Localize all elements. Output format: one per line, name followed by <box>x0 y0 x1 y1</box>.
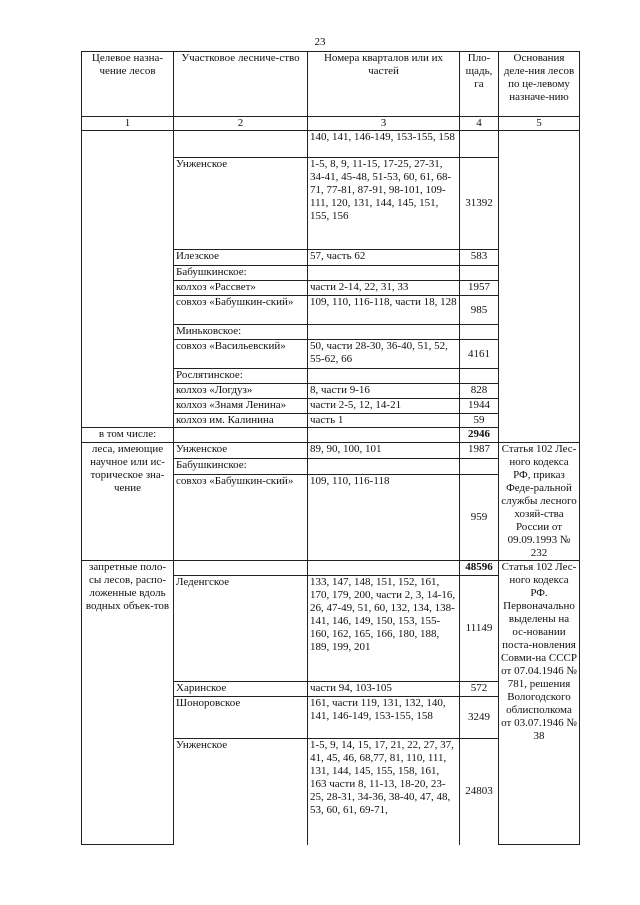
area-cell: 3249 <box>460 697 499 739</box>
quarters-cell <box>308 561 460 576</box>
quarters-cell: 89, 90, 100, 101 <box>308 443 460 459</box>
area-cell: 959 <box>460 475 499 561</box>
column-number: 4 <box>460 117 499 131</box>
table-row <box>82 443 580 459</box>
forestry-cell: колхоз им. Калинина <box>174 414 308 428</box>
area-cell <box>460 325 499 340</box>
quarters-cell <box>308 369 460 384</box>
area-cell: 985 <box>460 296 499 325</box>
purpose-cell: запретные поло-сы лесов, распо-ложенные вдоль водных объек-тов <box>82 561 174 845</box>
quarters-cell: 8, части 9-16 <box>308 384 460 399</box>
area-cell: 24803 <box>460 739 499 845</box>
area-cell: 572 <box>460 682 499 697</box>
table-row <box>82 131 580 158</box>
area-total-cell: 48596 <box>460 561 499 576</box>
area-cell: 828 <box>460 384 499 399</box>
area-total-cell: 2946 <box>460 428 499 443</box>
forestry-cell: Леденгское <box>174 576 308 682</box>
forestry-cell <box>174 131 308 158</box>
forestry-cell: совхоз «Бабушкин-ский» <box>174 475 308 561</box>
forestry-cell: Рослятинское: <box>174 369 308 384</box>
area-cell <box>460 266 499 281</box>
header-basis: Основания деле-ния лесов по це-левому назначе-нию <box>499 52 580 117</box>
forestry-cell: Бабушкинское: <box>174 266 308 281</box>
quarters-cell: 140, 141, 146-149, 153-155, 158 <box>308 131 460 158</box>
area-cell: 31392 <box>460 158 499 250</box>
quarters-cell: 1-5, 9, 14, 15, 17, 21, 22, 27, 37, 41, 45, 46, 68,77, 81, 110, 111, 131, 144, 145, 155, 158, 161, 163 части 8, 11-13, 18-20, 23-25, 28-31, 34-36, 38-40, 47, 48, 53, 60, 61, 69-71, <box>308 739 460 845</box>
forest-purpose-table <box>81 51 580 845</box>
forestry-cell: Унженское <box>174 158 308 250</box>
table-row <box>82 561 580 576</box>
column-number-row <box>82 117 580 131</box>
area-cell <box>460 369 499 384</box>
forestry-cell: Миньковское: <box>174 325 308 340</box>
area-cell: 4161 <box>460 340 499 369</box>
quarters-cell: 50, части 28-30, 36-40, 51, 52, 55-62, 66 <box>308 340 460 369</box>
header-purpose: Целевое назна-чение лесов <box>82 52 174 117</box>
table-header-row <box>82 52 580 117</box>
basis-cell: Статья 102 Лес-ного кодекса РФ. Первоначально выделены на ос-новании поста-новления Совми-на СССР от 07.04.1946 № 781, решения Вологодского облисполкома от 03.07.1946 № 38 <box>499 561 580 845</box>
quarters-cell: 109, 110, 116-118, части 18, 128 <box>308 296 460 325</box>
basis-cell <box>499 131 580 443</box>
purpose-cell: леса, имеющие научное или ис-торическое зна-чение <box>82 443 174 561</box>
forestry-cell <box>174 428 308 443</box>
page-number: 23 <box>314 36 326 48</box>
quarters-cell <box>308 459 460 475</box>
header-forestry: Участковое лесниче-ство <box>174 52 308 117</box>
quarters-cell <box>308 325 460 340</box>
basis-cell: Статья 102 Лес-ного кодекса РФ, приказ Феде-ральной службы лесного хозяй-ства России от 09.09.1993 № 232 <box>499 443 580 561</box>
forestry-cell: Харинское <box>174 682 308 697</box>
forestry-cell: совхоз «Васильевский» <box>174 340 308 369</box>
quarters-cell: 133, 147, 148, 151, 152, 161, 170, 179, 200, части 2, 3, 14-16, 26, 47-49, 51, 60, 132, 134, 138-141, 146, 149, 150, 153, 155-160, 162, 165, 166, 180, 188, 189, 199, 201 <box>308 576 460 682</box>
forestry-cell: Унженское <box>174 443 308 459</box>
forestry-cell: колхоз «Знамя Ленина» <box>174 399 308 414</box>
quarters-cell: часть 1 <box>308 414 460 428</box>
forestry-cell: колхоз «Логдуз» <box>174 384 308 399</box>
area-cell: 1944 <box>460 399 499 414</box>
column-number: 1 <box>82 117 174 131</box>
area-cell: 1987 <box>460 443 499 459</box>
quarters-cell: 109, 110, 116-118 <box>308 475 460 561</box>
forestry-cell: совхоз «Бабушкин-ский» <box>174 296 308 325</box>
quarters-cell <box>308 266 460 281</box>
forestry-cell: Шоноровское <box>174 697 308 739</box>
quarters-cell: 161, части 119, 131, 132, 140, 141, 146-149, 153-155, 158 <box>308 697 460 739</box>
forestry-cell: колхоз «Рассвет» <box>174 281 308 296</box>
forestry-cell: Илезское <box>174 250 308 266</box>
header-area: Пло-щадь, га <box>460 52 499 117</box>
header-quarters: Номера кварталов или их частей <box>308 52 460 117</box>
column-number: 3 <box>308 117 460 131</box>
purpose-cell: в том числе: <box>82 428 174 443</box>
quarters-cell: 1-5, 8, 9, 11-15, 17-25, 27-31, 34-41, 45-48, 51-53, 60, 61, 68-71, 77-81, 87-91, 98-101, 109-111, 120, 131, 144, 145, 151, 155, 156 <box>308 158 460 250</box>
quarters-cell <box>308 428 460 443</box>
area-cell: 583 <box>460 250 499 266</box>
area-cell: 1957 <box>460 281 499 296</box>
purpose-cell <box>82 131 174 428</box>
area-cell <box>460 459 499 475</box>
quarters-cell: части 2-5, 12, 14-21 <box>308 399 460 414</box>
area-cell <box>460 131 499 158</box>
forestry-cell: Унженское <box>174 739 308 845</box>
forestry-cell: Бабушкинское: <box>174 459 308 475</box>
area-cell: 59 <box>460 414 499 428</box>
quarters-cell: части 2-14, 22, 31, 33 <box>308 281 460 296</box>
column-number: 2 <box>174 117 308 131</box>
quarters-cell: части 94, 103-105 <box>308 682 460 697</box>
quarters-cell: 57, часть 62 <box>308 250 460 266</box>
column-number: 5 <box>499 117 580 131</box>
forestry-cell <box>174 561 308 576</box>
area-cell: 11149 <box>460 576 499 682</box>
